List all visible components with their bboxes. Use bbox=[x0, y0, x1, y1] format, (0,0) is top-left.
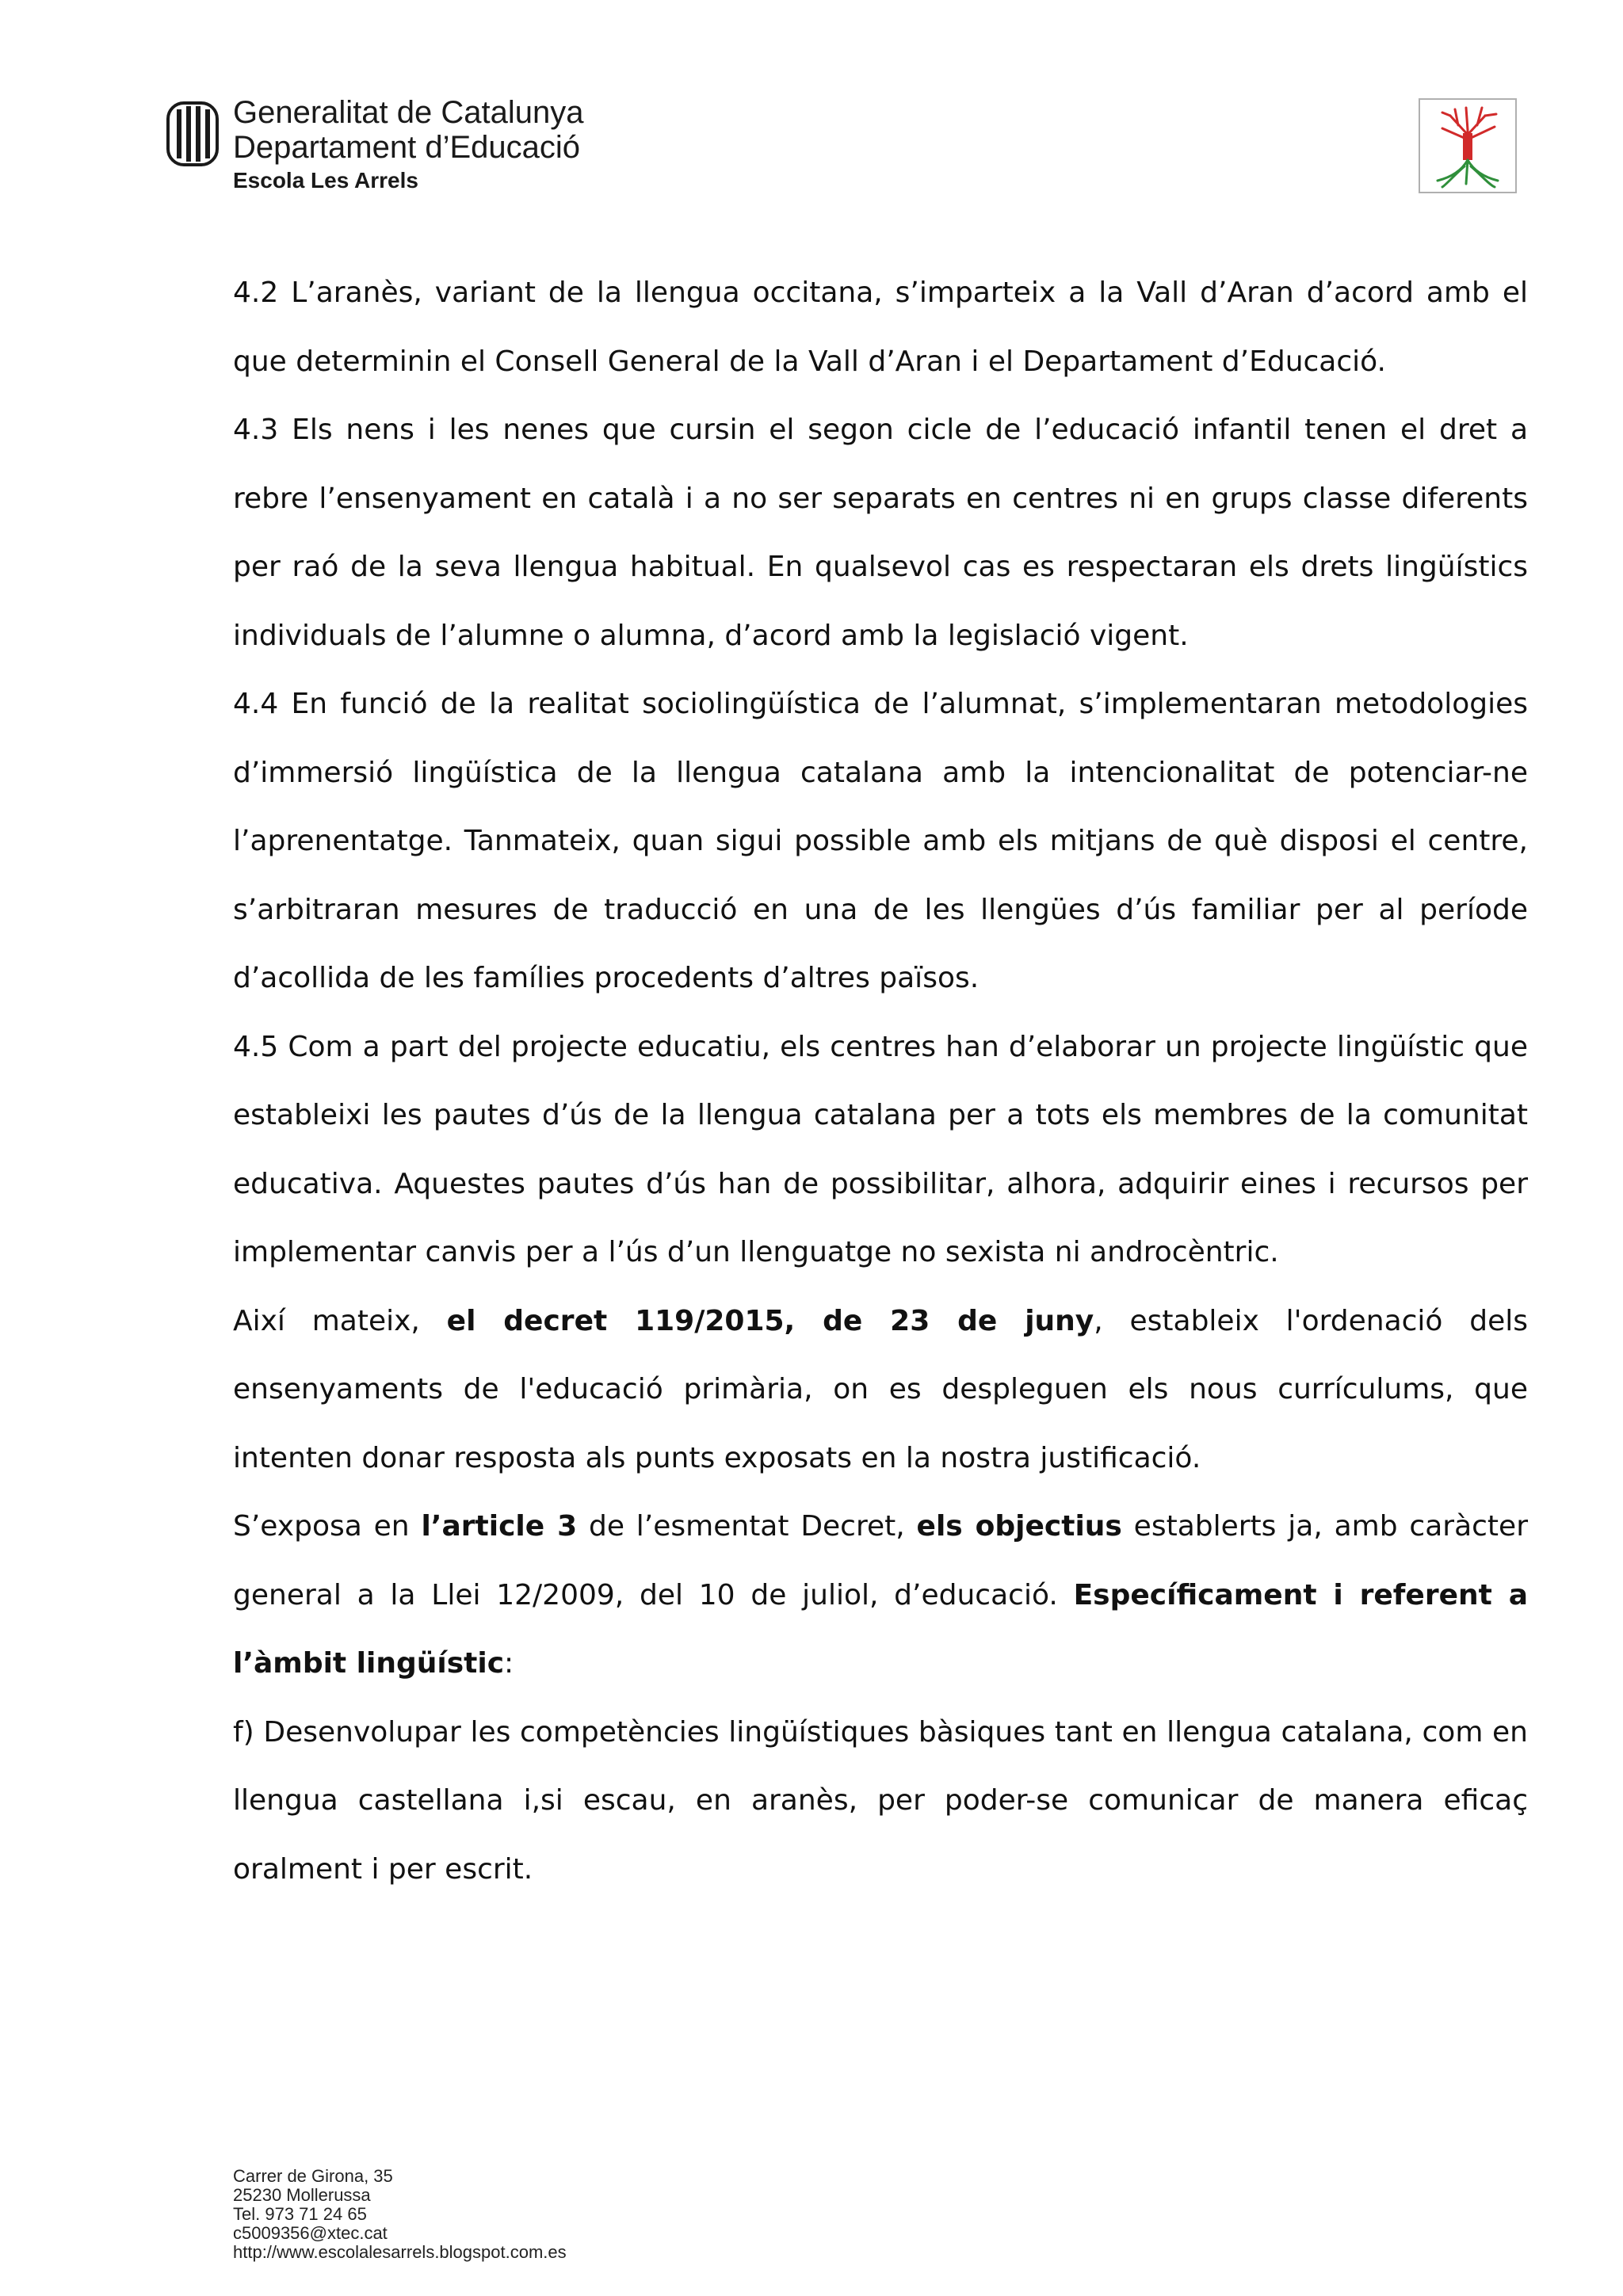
footer-email: c5009356@xtec.cat bbox=[233, 2223, 388, 2243]
paragraph-decret: Així mateix, el decret 119/2015, de 23 de juny, estableix l'ordenació dels ensenyaments de l'educació primària, on es despleguen els nous currículums, que intenten donar resposta als punts exposats en la nostra justificació. bbox=[233, 1304, 1528, 1474]
department-name: Departament d’Educació bbox=[233, 130, 581, 165]
footer-postal: 25230 Mollerussa bbox=[233, 2185, 371, 2205]
document-body bbox=[233, 259, 1528, 1904]
paragraph-article-3: S’exposa en l’article 3 de l’esmentat Decret, els objectius establerts ja, amb caràcter general a la Llei 12/2009, del 10 de juliol, d’educació. Específicament i referent a l’àmbit lingüístic: bbox=[233, 1510, 1528, 1680]
school-name: Escola Les Arrels bbox=[233, 168, 418, 193]
article-reference: l’article 3 bbox=[421, 1510, 578, 1543]
paragraph-objective-f: f) Desenvolupar les competències lingüístiques bàsiques tant en llengua catalana, com en llengua castellana i,si escau, en aranès, per poder-se comunicar de manera eficaç oralment i per escrit. bbox=[233, 1715, 1528, 1886]
objectives-reference: els objectius bbox=[916, 1510, 1122, 1543]
org-name-block bbox=[233, 95, 788, 196]
footer-contact bbox=[233, 2167, 788, 2262]
footer-phone: Tel. 973 71 24 65 bbox=[233, 2204, 367, 2224]
footer-url: http://www.escolalesarrels.blogspot.com.es bbox=[233, 2242, 567, 2262]
footer-address: Carrer de Girona, 35 bbox=[233, 2166, 393, 2186]
org-name: Generalitat de Catalunya bbox=[233, 95, 584, 130]
paragraph-4-3: 4.3 Els nens i les nenes que cursin el segon cicle de l’educació infantil tenen el dret a rebre l’ensenyament en català i a no ser separats en centres ni en grups classe diferents per raó de la seva llengua habitual. En qualsevol cas es respectaran els drets lingüístics individuals de l’alumne o alumna, d’acord amb la legislació vigent. bbox=[233, 414, 1528, 652]
paragraph-4-4: 4.4 En funció de la realitat sociolingüística de l’alumnat, s’implementaran metodologies d’immersió lingüística de la llengua catalana amb la intencionalitat de potenciar-ne l’aprenentatge. Tanmateix, quan sigui possible amb els mitjans de què disposi el centre, s’arbitraran mesures de traducció en una de les llengües d’ús familiar per al període d’acollida de les famílies procedents d’altres països. bbox=[233, 688, 1528, 994]
decret-reference: el decret 119/2015, de 23 de juny bbox=[446, 1304, 1094, 1337]
school-tree-logo-icon bbox=[1419, 98, 1517, 193]
paragraph-4-2: 4.2 L’aranès, variant de la llengua occitana, s’imparteix a la Vall d’Aran d’acord amb el que determinin el Consell General de la Vall d’Aran i el Departament d’Educació. bbox=[233, 277, 1528, 378]
paragraph-4-5: 4.5 Com a part del projecte educatiu, els centres han d’elaborar un projecte lingüístic que estableixi les pautes d’ús de la llengua catalana per a tots els membres de la comunitat educativa. Aquestes pautes d’ús han de possibilitar, alhora, adquirir eines i recursos per implementar canvis per a l’ús d’un llenguatge no sexista ni androcèntric. bbox=[233, 1030, 1528, 1268]
linguistic-scope-heading: Específicament i referent a l’àmbit lingüístic bbox=[233, 1578, 1528, 1680]
generalitat-logo-icon bbox=[166, 101, 219, 166]
